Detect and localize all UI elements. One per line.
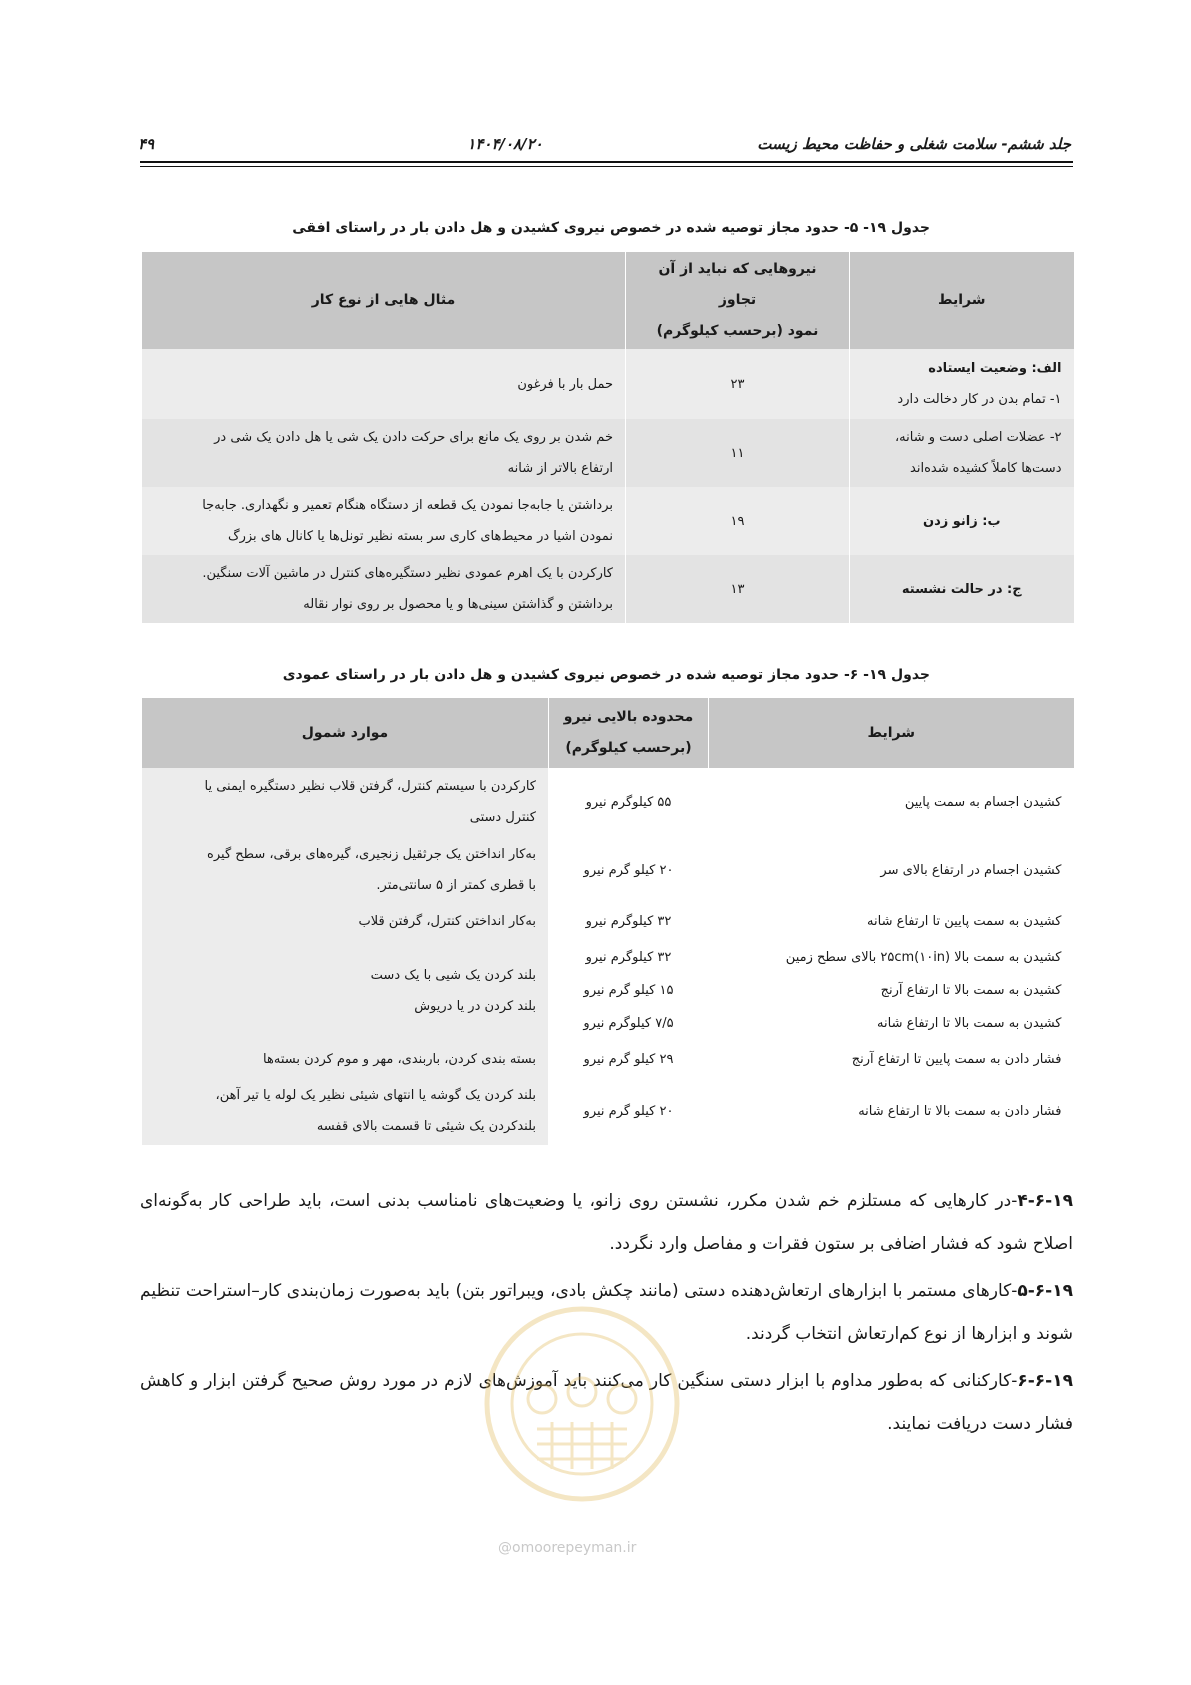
table2-coverage-line1: به‌کار انداختن یک جرثقیل زنجیری، گیره‌های برقی، سطح گیره [207, 847, 536, 862]
table2-coverage-cell [142, 1077, 549, 1145]
table2-header-condition: شرایط [709, 698, 1074, 768]
paragraph [140, 1180, 1073, 1266]
table1-header-force-line1: نیروهایی که نباید از آن تجاوز [658, 261, 817, 308]
table2 [141, 698, 1074, 1145]
table1-header-examples: مثال هایی از نوع کار [142, 252, 626, 349]
table2-coverage-cell [142, 836, 549, 904]
table1-example-cell [142, 349, 626, 419]
table1-caption: جدول ۱۹- ۵- حدود مجاز توصیه شده در خصوص نیروی کشیدن و هل دادن بار در راستای افقی [292, 220, 930, 236]
table1-condition-line1: ۲- عضلات اصلی دست و شانه، [894, 430, 1062, 445]
journal-title: جلد ششم- سلامت شغلی و حفاظت محیط زیست [757, 135, 1071, 153]
table1-header-row [142, 252, 1074, 349]
header-date: ۱۴۰۴/۰۸/۲۰ [467, 135, 543, 153]
table2-group-condition: کشیدن به سمت بالا تا ارتفاع آرنج [880, 983, 1062, 998]
paragraph-number: ۵-۶-۱۹ [1017, 1281, 1073, 1301]
table1-force-cell: ۱۹ [626, 487, 850, 555]
table1-force-cell: ۲۳ [626, 349, 850, 419]
table1-example-line1: برداشتن یا جابه‌جا نمودن یک قطعه از دستگاه هنگام تعمیر و نگهداری. جابه‌جا [202, 498, 613, 513]
table2-coverage-line2: بلند کردن در یا دریوش [414, 998, 536, 1014]
table2-coverage-cell [142, 768, 549, 836]
table2-condition-cell: فشار دادن به سمت پایین تا ارتفاع آرنج [709, 1042, 1074, 1077]
header-rule-thick [140, 161, 1073, 163]
table2-group-force: ۱۵ کیلو گرم نیرو [583, 983, 674, 998]
table1-example-line2: ارتفاع بالاتر از شانه [507, 461, 613, 476]
table2-condition-cell: کشیدن اجسام به سمت پایین [709, 768, 1074, 836]
table2-header-row [142, 698, 1074, 768]
table1-example-line1: کارکردن با یک اهرم عمودی نظیر دستگیره‌های کنترل در ماشین آلات سنگین. [202, 566, 613, 581]
table2-coverage-cell [142, 939, 549, 1042]
header-rule-thin [140, 166, 1073, 167]
watermark-seal-icon [482, 1304, 682, 1504]
table2-group-force: ۳۲ کیلوگرم نیرو [585, 950, 672, 965]
table1-example-cell [142, 419, 626, 487]
table2-force-cell: ۳۲ کیلوگرم نیرو [549, 904, 709, 939]
table2-coverage-line1: بلند کردن یک شیی با یک دست [370, 967, 536, 983]
table-row [142, 1077, 1074, 1145]
table1-condition-line2: دست‌ها کاملاً کشیده شده‌اند [910, 461, 1062, 476]
table-row [142, 1042, 1074, 1077]
table1-header-force-line2: نمود (برحسب کیلوگرم) [656, 323, 819, 339]
table-row [142, 349, 1074, 419]
table2-coverage-line2: با قطری کمتر از ۵ سانتی‌متر. [376, 878, 536, 893]
table2-condition-cell: کشیدن اجسام در ارتفاع بالای سر [709, 836, 1074, 904]
watermark-site: @omoorepeyman.ir [498, 1540, 637, 1556]
page-number: ۴۹ [138, 135, 155, 153]
table2-header-force-line1: محدوده بالایی نیرو [563, 709, 694, 725]
table2-force-cell [549, 939, 709, 1042]
table2-coverage-line1: بلند کردن یک گوشه یا انتهای شیئی نظیر یک لوله یا تیر آهن، [215, 1088, 536, 1103]
table2-group-condition: کشیدن به سمت بالا ۲۵cm(۱۰in) بالای سطح زمین [785, 950, 1062, 965]
table2-header-coverage: موارد شمول [142, 698, 549, 768]
table1-example-line2: برداشتن و گذاشتن سینی‌ها و یا محصول بر روی نوار نقاله [303, 597, 613, 612]
table1-example-cell [142, 555, 626, 623]
table2-force-cell: ۲۰ کیلو گرم نیرو [549, 836, 709, 904]
table2-coverage-line2: بلندکردن یک شیئی تا قسمت بالای قفسه [316, 1119, 536, 1134]
table1-example-line1: حمل بار با فرغون [517, 376, 613, 392]
table1-example-line2: نمودن اشیا در محیط‌های کاری سر بسته نظیر تونل‌ها یا کانال های بزرگ [227, 529, 613, 544]
table1-condition-line2: ۱- تمام بدن در کار دخالت دارد [897, 392, 1062, 407]
table1-condition-line1: الف: وضعیت ایستاده [928, 361, 1062, 376]
table-row [142, 939, 1074, 1042]
table-row [142, 555, 1074, 623]
table2-header-force [549, 698, 709, 768]
table-row [142, 904, 1074, 939]
table1-example-line1: خم شدن بر روی یک مانع برای حرکت دادن یک شی یا هل دادن یک شی در [214, 430, 613, 445]
table2-caption: جدول ۱۹- ۶- حدود مجاز توصیه شده در خصوص نیروی کشیدن و هل دادن بار در راستای عمودی [282, 667, 930, 683]
table1-force-cell: ۱۳ [626, 555, 850, 623]
table-row [142, 836, 1074, 904]
paragraph-text: -در کارهایی که مستلزم خم شدن مکرر، نشستن روی زانو، یا وضعیت‌های نامناسب بدنی است، باید طراحی کار به‌گونه‌ای اصلاح شود که فشار اضافی بر ستون فقرات و مفاصل وارد نگردد. [140, 1191, 1073, 1254]
table2-force-cell: ۲۹ کیلو گرم نیرو [549, 1042, 709, 1077]
table1-header-force [626, 252, 850, 349]
table1-force-cell: ۱۱ [626, 419, 850, 487]
table2-group-force: ۷/۵ کیلوگرم نیرو [583, 1016, 674, 1031]
table2-condition-cell: کشیدن به سمت پایین تا ارتفاع شانه [709, 904, 1074, 939]
table-row [142, 419, 1074, 487]
table2-force-cell: ۵۵ کیلوگرم نیرو [549, 768, 709, 836]
paragraph-number: ۶-۶-۱۹ [1017, 1371, 1073, 1391]
table2-force-cell: ۲۰ کیلو گرم نیرو [549, 1077, 709, 1145]
paragraph-text: -کارهای مستمر با ابزارهای ارتعاش‌دهنده دستی (مانند چکش بادی، ویبراتور بتن) باید به‌صورت زمان‌بندی کار–استراحت تنظیم شوند و ابزارها از نوع کم‌ارتعاش انتخاب گردند. [140, 1281, 1073, 1344]
table2-group-condition: کشیدن به سمت بالا تا ارتفاع شانه [877, 1016, 1062, 1031]
table-row [142, 487, 1074, 555]
table2-coverage-line2: کنترل دستی [469, 810, 536, 825]
table2-condition-cell: فشار دادن به سمت بالا تا ارتفاع شانه [709, 1077, 1074, 1145]
paragraph-number: ۴-۶-۱۹ [1017, 1191, 1073, 1211]
paragraph-text: -کارکنانی که به‌طور مداوم با ابزار دستی سنگین کار می‌کنند باید آموزش‌های لازم در مورد روش صحیح گرفتن ابزار و کاهش فشار دست دریافت نمایند. [140, 1371, 1073, 1434]
table1-example-cell [142, 487, 626, 555]
table2-coverage-cell: به‌کار انداختن کنترل، گرفتن قلاب [142, 904, 549, 939]
table-row [142, 768, 1074, 836]
table1 [141, 252, 1074, 623]
table1-condition-cell [850, 349, 1074, 419]
table2-coverage-line1: کارکردن با سیستم کنترل، گرفتن قلاب نظیر دستگیره ایمنی یا [204, 779, 536, 794]
table1-header-condition: شرایط [850, 252, 1074, 349]
table2-coverage-cell: بسته بندی کردن، باربندی، مهر و موم کردن بسته‌ها [142, 1042, 549, 1077]
table1-condition-cell: ب: زانو زدن [850, 487, 1074, 555]
table2-condition-cell [709, 939, 1074, 1042]
table1-condition-cell [850, 419, 1074, 487]
table1-condition-cell: ج: در حالت نشسته [850, 555, 1074, 623]
table2-header-force-line2: (برحسب کیلوگرم) [565, 740, 692, 756]
